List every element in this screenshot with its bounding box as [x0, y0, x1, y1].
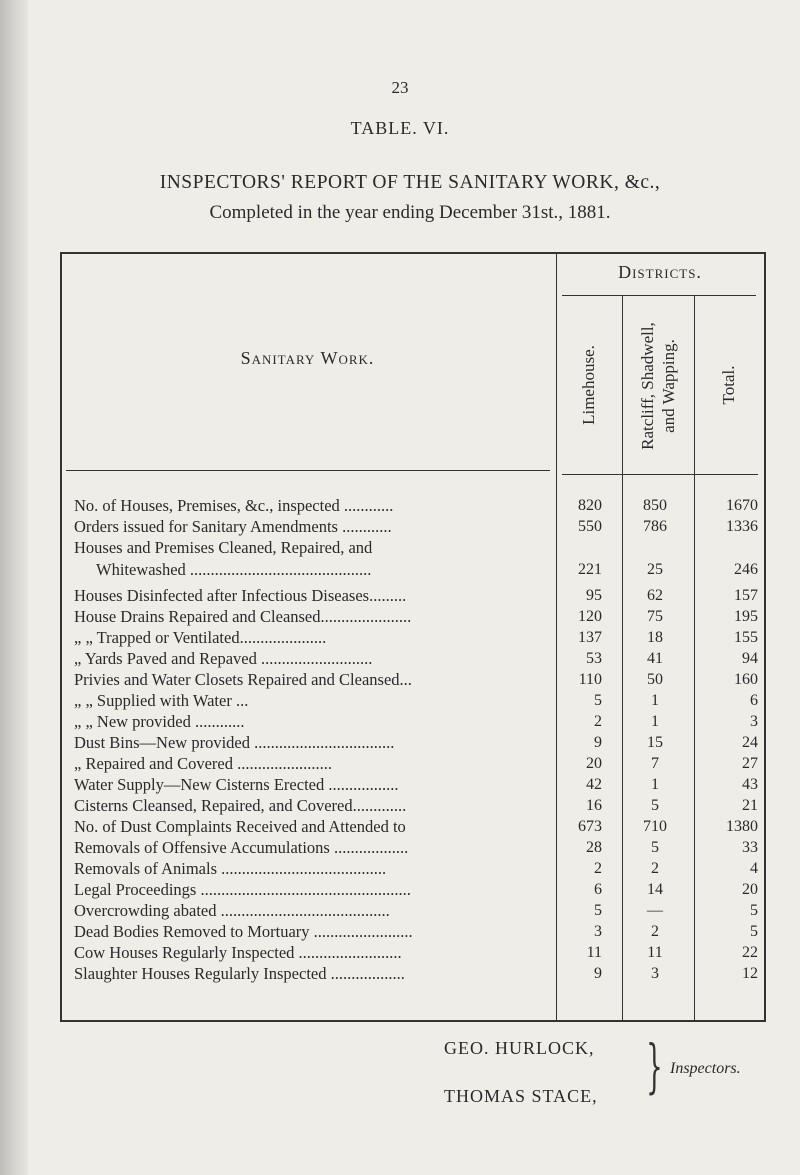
inspectors-label: Inspectors. [670, 1060, 741, 1077]
cell-ratcliff: 1 [651, 713, 659, 730]
page-number: 23 [391, 78, 409, 97]
row-label: Slaughter Houses Regularly Inspected .................. [74, 964, 405, 983]
table-bottom-rule [60, 1020, 766, 1022]
cell-total: 3 [750, 713, 758, 730]
row-label: „ Repaired and Covered ....................... [74, 754, 332, 773]
cell-total: 20 [742, 881, 758, 898]
table-top-rule [60, 252, 766, 254]
cell-total: 22 [742, 944, 758, 961]
cell-total: 43 [742, 776, 758, 793]
cell-ratcliff: 14 [647, 881, 663, 898]
cell-total: 246 [734, 561, 758, 578]
row-label: Orders issued for Sanitary Amendments ............ [74, 517, 392, 536]
row-label: Water Supply—New Cisterns Erected ................. [74, 775, 399, 794]
row-label: „ „ New provided ............ [74, 712, 245, 731]
cell-total: 33 [742, 839, 758, 856]
cell-ratcliff: 62 [647, 587, 663, 604]
cell-ratcliff: 25 [647, 561, 663, 578]
cell-limehouse: 120 [578, 608, 602, 625]
cell-total: 1336 [726, 518, 758, 535]
cell-ratcliff: 1 [651, 776, 659, 793]
header-bottom-rule-right [562, 474, 758, 475]
cell-limehouse: 20 [586, 755, 602, 772]
cell-ratcliff: 75 [647, 608, 663, 625]
cell-ratcliff: — [647, 902, 663, 919]
row-label-continued: Whitewashed ............................................ [96, 560, 372, 579]
cell-limehouse: 42 [586, 776, 602, 793]
row-label: Overcrowding abated ......................................... [74, 901, 390, 920]
row-label: Dead Bodies Removed to Mortuary ........................ [74, 922, 413, 941]
cell-ratcliff: 710 [643, 818, 667, 835]
table-right-rule [764, 252, 766, 1022]
cell-limehouse: 9 [594, 965, 602, 982]
cell-limehouse: 673 [578, 818, 602, 835]
row-label: Privies and Water Closets Repaired and Cleansed... [74, 670, 412, 689]
header-limehouse: Limehouse. [579, 345, 598, 425]
signature-hurlock: GEO. HURLOCK, [444, 1038, 595, 1058]
cell-ratcliff: 50 [647, 671, 663, 688]
cell-limehouse: 95 [586, 587, 602, 604]
cell-limehouse: 221 [578, 561, 602, 578]
cell-total: 27 [742, 755, 758, 772]
cell-limehouse: 28 [586, 839, 602, 856]
cell-limehouse: 9 [594, 734, 602, 751]
cell-ratcliff: 5 [651, 839, 659, 856]
row-label: Cisterns Cleansed, Repaired, and Covered............. [74, 796, 407, 815]
cell-total: 12 [742, 965, 758, 982]
row-label: Removals of Animals ........................................ [74, 859, 387, 878]
row-label: House Drains Repaired and Cleansed...................... [74, 607, 412, 626]
cell-ratcliff: 3 [651, 965, 659, 982]
header-sanitary-work: Sanitary Work. [240, 348, 375, 368]
cell-limehouse: 550 [578, 518, 602, 535]
row-label: Houses and Premises Cleaned, Repaired, and [74, 538, 373, 557]
cell-ratcliff: 2 [651, 923, 659, 940]
cell-ratcliff: 5 [651, 797, 659, 814]
cell-ratcliff: 1 [651, 692, 659, 709]
cell-total: 5 [750, 923, 758, 940]
row-label: No. of Dust Complaints Received and Attended to [74, 817, 406, 836]
cell-total: 1380 [726, 818, 758, 835]
report-subtitle: Completed in the year ending December 31st., 1881. [209, 202, 611, 223]
column-rule-2 [622, 296, 623, 1022]
cell-total: 4 [750, 860, 758, 877]
header-bottom-rule-left [66, 470, 550, 471]
brace-glyph: } [646, 1032, 663, 1100]
table-title: TABLE. VI. [350, 118, 450, 138]
cell-total: 6 [750, 692, 758, 709]
header-ratcliff-line1: Ratcliff, Shadwell, [638, 322, 657, 450]
cell-limehouse: 53 [586, 650, 602, 667]
cell-total: 1670 [726, 497, 758, 514]
cell-limehouse: 5 [594, 902, 602, 919]
cell-ratcliff: 15 [647, 734, 663, 751]
row-label: Cow Houses Regularly Inspected ......................... [74, 943, 402, 962]
cell-total: 5 [750, 902, 758, 919]
cell-total: 24 [742, 734, 758, 751]
cell-total: 195 [734, 608, 758, 625]
row-label: No. of Houses, Premises, &c., inspected ............ [74, 496, 394, 515]
row-label: „ „ Trapped or Ventilated..................... [74, 628, 327, 647]
cell-limehouse: 16 [586, 797, 602, 814]
cell-limehouse: 2 [594, 713, 602, 730]
row-label: Houses Disinfected after Infectious Diseases......... [74, 586, 407, 605]
cell-total: 157 [734, 587, 758, 604]
cell-limehouse: 137 [578, 629, 602, 646]
districts-under-rule [562, 295, 756, 296]
cell-limehouse: 110 [578, 671, 602, 688]
row-label: „ „ Supplied with Water ... [74, 691, 249, 710]
header-ratcliff [637, 301, 681, 471]
cell-ratcliff: 11 [647, 944, 663, 961]
cell-limehouse: 11 [586, 944, 602, 961]
cell-total: 160 [734, 671, 758, 688]
column-rule-3 [694, 296, 695, 1022]
cell-limehouse: 5 [594, 692, 602, 709]
cell-ratcliff: 18 [647, 629, 663, 646]
row-label: „ Yards Paved and Repaved ........................... [74, 649, 373, 668]
header-total: Total. [719, 365, 738, 405]
cell-total: 94 [742, 650, 758, 667]
cell-ratcliff: 2 [651, 860, 659, 877]
cell-total: 21 [742, 797, 758, 814]
cell-ratcliff: 786 [643, 518, 667, 535]
row-label: Legal Proceedings ................................................... [74, 880, 411, 899]
cell-ratcliff: 41 [647, 650, 663, 667]
row-label: Dust Bins—New provided .................................. [74, 733, 395, 752]
signature-stace: THOMAS STACE, [444, 1086, 598, 1106]
cell-ratcliff: 7 [651, 755, 659, 772]
cell-total: 155 [734, 629, 758, 646]
cell-limehouse: 2 [594, 860, 602, 877]
header-ratcliff-line2: and Wapping. [659, 339, 678, 433]
cell-ratcliff: 850 [643, 497, 667, 514]
header-districts: Districts. [618, 262, 702, 282]
cell-limehouse: 3 [594, 923, 602, 940]
cell-limehouse: 820 [578, 497, 602, 514]
cell-limehouse: 6 [594, 881, 602, 898]
report-title: INSPECTORS' REPORT OF THE SANITARY WORK, &c., [159, 172, 661, 193]
row-label: Removals of Offensive Accumulations .................. [74, 838, 409, 857]
